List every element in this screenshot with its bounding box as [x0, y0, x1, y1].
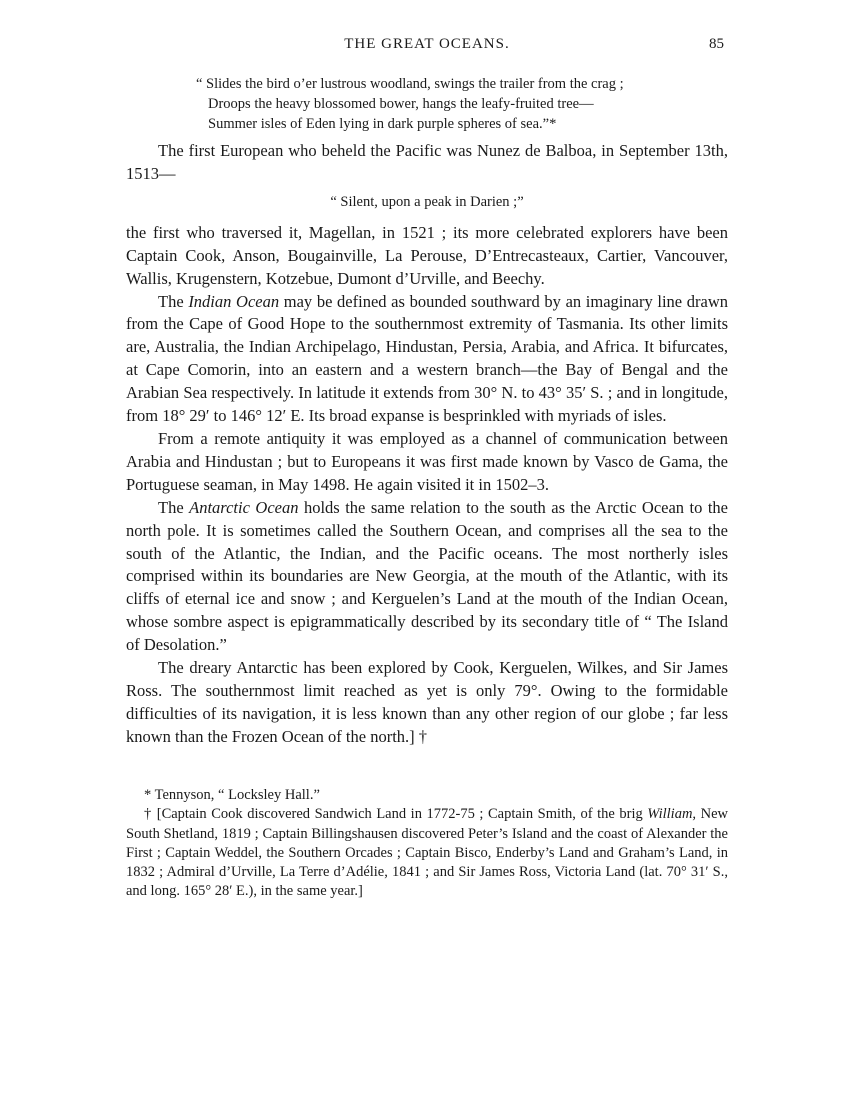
- paragraph-antiquity: From a remote antiquity it was employed as a channel of communication between Arabia and Hindustan ; but to Europeans it was first made known by Vasco de Gama, the Portuguese seaman, in May 1498. He again visited it in 1502–3.: [126, 428, 728, 494]
- footnotes: [126, 786, 728, 902]
- paragraph-indian-ocean-lead: The: [158, 291, 189, 311]
- verse-line-1: “ Slides the bird o’er lustrous woodland, swings the trailer from the crag ;: [196, 76, 624, 92]
- running-header: [126, 36, 728, 56]
- footnote-discoveries: [126, 805, 728, 901]
- paragraph-magellan: the first who traversed it, Magellan, in 1521 ; its more celebrated explorers have been Captain Cook, Anson, Bougainville, La Perouse, D’Entrecasteaux, Cartier, Vancouver, Wallis, Krugenstern, Kotzebue, Dumont d’Urville, and Beechy.: [126, 222, 728, 288]
- epigraph-verse: [196, 74, 716, 134]
- paragraph-indian-ocean-text: may be defined as bounded southward by an imaginary line drawn from the Cape of Good Hope to the southernmost extremity of Tasmania. Its other limits are, Australia, the Indian Archipelago, Hindustan, Persia, Arabia, and Africa. It bifurcates, at Cape Comorin, into an eastern and a western branch—the Bay of Bengal and the Arabian Sea respectively. In latitude it extends from 30° N. to 43° 35′ S. ; and in longitude, from 18° 29′ to 146° 12′ E. Its broad expanse is besprinkled with myriads of isles.: [126, 291, 728, 426]
- footnote-discoveries-lead: † [Captain Cook discovered Sandwich Land in 1772-75 ; Captain Smith, of the brig: [144, 806, 648, 823]
- paragraph-balboa: The first European who beheld the Pacific was Nunez de Balboa, in September 13th, 1513—: [126, 141, 728, 183]
- paragraph-antarctic-lead: The: [158, 497, 190, 517]
- footnote-tennyson: * Tennyson, “ Locksley Hall.”: [144, 787, 320, 803]
- page-number: 85: [709, 36, 724, 52]
- verse-line-3: Summer isles of Eden lying in dark purple spheres of sea.”*: [208, 116, 557, 132]
- running-title: THE GREAT OCEANS.: [344, 36, 510, 52]
- term-antarctic-ocean: Antarctic Ocean: [189, 497, 299, 517]
- quote-darien: “ Silent, upon a peak in Darien ;”: [330, 193, 524, 210]
- paragraph-indian-ocean: [126, 291, 728, 428]
- verse-line-2: Droops the heavy blossomed bower, hangs the leafy-fruited tree—: [208, 96, 594, 112]
- body-text: [126, 140, 728, 749]
- term-william: William,: [647, 806, 697, 823]
- term-indian-ocean: Indian Ocean: [188, 291, 280, 311]
- footnote-discoveries-text: New South Shetland, 1819 ; Captain Billingshausen discovered Peter’s Island and the coast of Alexander the First ; Captain Weddel, the Southern Orcades ; Captain Bisco, Enderby’s Land and Graham’s Land, in 1832 ; Admiral d’Urville, La Terre d’Adélie, 1841 ; and Sir James Ross, Victoria Land (lat. 70° 31′ S., and long. 165° 28′ E.), in the same year.]: [126, 806, 728, 900]
- paragraph-explorers: The dreary Antarctic has been explored by Cook, Kerguelen, Wilkes, and Sir James Ross. The southernmost limit reached as yet is only 79°. Owing to the formidable difficulties of its navigation, it is less known than any other region of our globe ; far less known than the Frozen Ocean of the north.] †: [126, 658, 728, 746]
- paragraph-antarctic-ocean: [126, 497, 728, 657]
- paragraph-antarctic-text: holds the same relation to the south as the Arctic Ocean to the north pole. It is sometimes called the Southern Ocean, and comprises all the sea to the south of the Atlantic, the Indian, and the Pacific oceans. The most northerly isles comprised within its boundaries are New Georgia, at the mouth of the Atlantic, with its cliffs of eternal ice and snow ; and Kerguelen’s Land at the mouth of the Indian Ocean, whose sombre aspect is epigrammatically described by its secondary title of “ The Island of Desolation.”: [126, 497, 729, 655]
